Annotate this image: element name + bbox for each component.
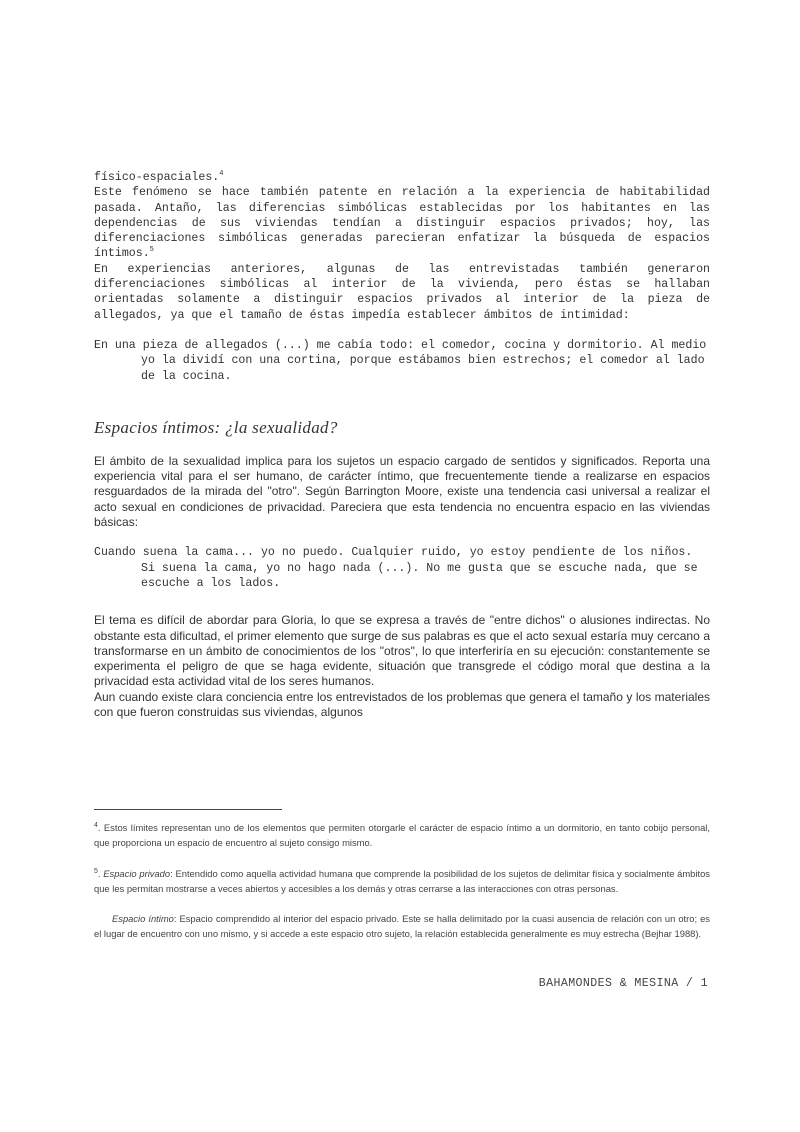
paragraph: El tema es difícil de abordar para Gloria, lo que se expresa a través de "entre dichos" o alusiones indirectas. No obstante esta dificultad, el primer elemento que surge de sus palabras es que el acto sexual estaría muy cercano a transformarse en un ámbito de conocimientos de los "otros", lo que interferiría en su ejecución: constantemente se experimenta el peligro de que se haga evidente, situación que transgrede el código moral que destina a la privacidad esta actividad vital de los seres humanos.: [94, 613, 710, 689]
footnote-4: $^4$. Estos límites representan uno de los elementos que permiten otorgarle el carácter de espacio íntimo a un dormitorio, en tanto cobijo personal, que proporciona un espacio de encuentro al sujeto consigo mismo.: [94, 821, 710, 848]
footnote-divider: [94, 809, 282, 810]
section-heading: Espacios íntimos: ¿la sexualidad?: [94, 417, 338, 437]
running-footer: BAHAMONDES & MESINA / 1: [538, 977, 708, 990]
paragraph: Aun cuando existe clara conciencia entre los entrevistados de los problemas que genera el tamaño y los materiales con que fueron construidas sus viviendas, algunos: [94, 689, 710, 720]
page-body: [94, 170, 710, 720]
interview-quote: Cuando suena la cama... yo no puedo. Cualquier ruido, yo estoy pendiente de los niños. Si suena la cama, yo no hago nada (...). No me gusta que se escuche nada, que se escuche a los lados.: [94, 546, 698, 590]
paragraph: El ámbito de la sexualidad implica para los sujetos un espacio cargado de sentidos y significados. Reporta una experiencia vital para el ser humano, de carácter íntimo, que frecuentemente tiende a realizarse en espacios resguardados de la mirada del "otro". Según Barrington Moore, existe una tendencia casi universal a realizar el acto sexual en condiciones de privacidad. Pareciera que esta tendencia no encuentra espacio en las viviendas básicas:: [94, 453, 710, 530]
footnote-ref[interactable]: 4: [219, 170, 224, 179]
footnote-mark: 5: [94, 867, 98, 875]
footnote-5-continued: Espacio íntimo: Espacio comprendido al interior del espacio privado. Este se halla delimitado por la cuasi ausencia de relación con un otro; es el lugar de encuentro con uno mismo, y si accede a este espacio otro sujeto, la relación establecida generalmente es muy estrecha (Bejhar 1988).: [94, 913, 710, 939]
footnote-mark: 4: [94, 821, 98, 829]
paragraph: físico-espaciales.$^4$: [94, 170, 224, 184]
footnote-ref[interactable]: 5: [149, 246, 154, 255]
footnote-5: $^5$. Espacio privado: Entendido como aquella actividad humana que comprende la posibilidad de los sujetos de delimitar física y socialmente ámbitos que les permitan mostrarse a veces abiertos y accesibles a los demás y otras cerrarse a las interacciones con otras personas.: [94, 867, 710, 894]
paragraph: Este fenómeno se hace también patente en relación a la experiencia de habitabilidad pasada. Antaño, las diferencias simbólicas establecidas por los habitantes en las dependencias de sus viviendas tendían a distinguir espacios privados; hoy, las diferenciaciones simbólicas generadas parecieran enfatizar la búsqueda de espacios íntimos.$^5$: [94, 186, 710, 261]
interview-quote: En una pieza de allegados (...) me cabía todo: el comedor, cocina y dormitorio. Al medio yo la dividí con una cortina, porque estábamos bien estrechos; el comedor al lado de la cocina.: [94, 338, 707, 383]
paragraph: En experiencias anteriores, algunas de las entrevistadas también generaron diferenciaciones simbólicas al interior de la vivienda, pero éstas se hallaban orientadas solamente a distinguir espacios privados al interior de la pieza de allegados, ya que el tamaño de éstas impedía establecer ámbitos de intimidad:: [94, 262, 710, 322]
